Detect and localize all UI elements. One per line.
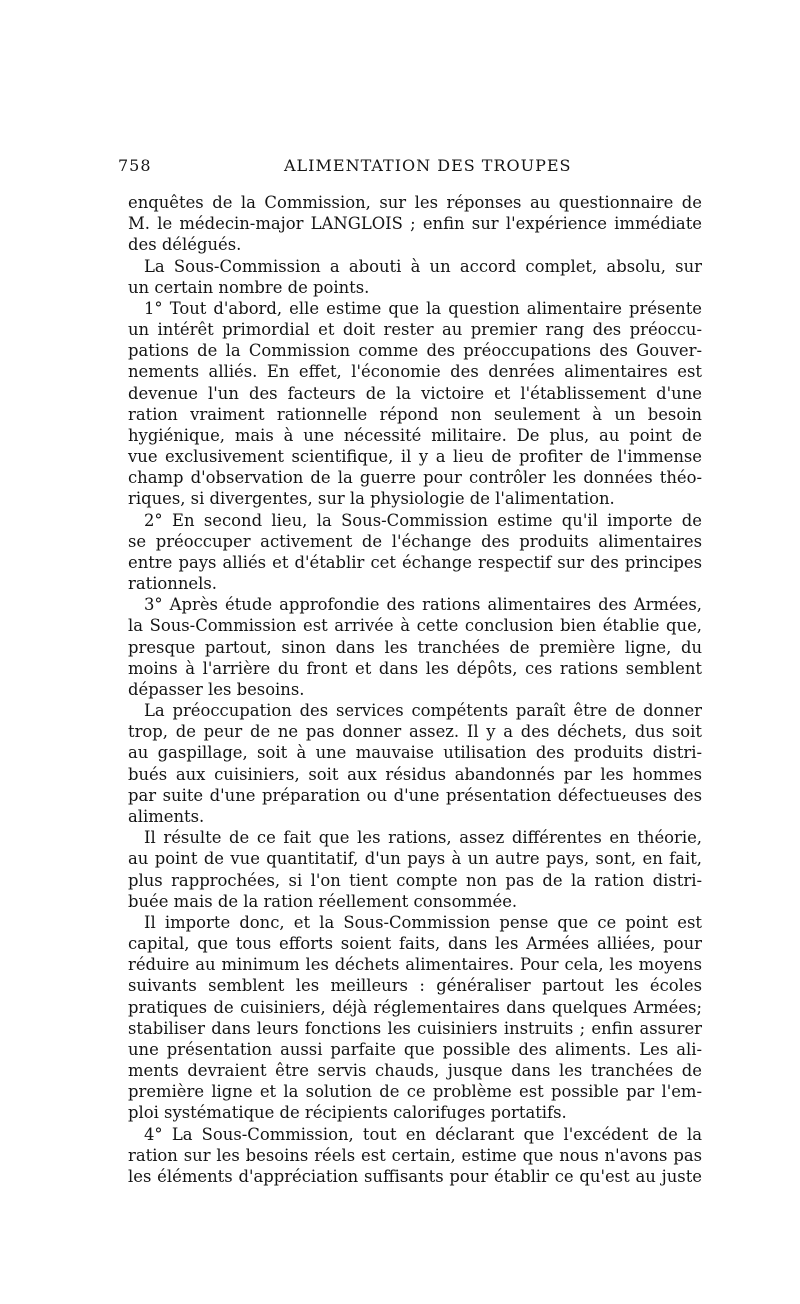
text-line: rationnels. (128, 574, 217, 594)
text-line: ploi systématique de récipients calorifuges portatifs. (128, 1103, 567, 1123)
text-line: des délégués. (128, 235, 242, 255)
text-line: nements alliés. En effet, l'économie des denrées alimentaires est (128, 362, 702, 382)
body-text (128, 192, 702, 1187)
text-line: stabiliser dans leurs fonctions les cuisiniers instruits ; enfin assurer (128, 1018, 702, 1038)
text-line: Il importe donc, et la Sous-Commission pense que ce point est (144, 912, 702, 932)
text-line: buée mais de la ration réellement consommée. (128, 891, 518, 911)
running-head (118, 156, 702, 180)
text-line: un intérêt primordial et doit rester au premier rang des préoccu- (128, 320, 702, 340)
text-line: dépasser les besoins. (128, 679, 305, 699)
text-line: la Sous-Commission est arrivée à cette conclusion bien établie que, (128, 616, 702, 636)
text-line: M. le médecin-major LANGLOIS ; enfin sur l'expérience immédiate (128, 214, 702, 234)
text-line: un certain nombre de points. (128, 277, 370, 297)
text-line: riques, si divergentes, sur la physiologie de l'alimentation. (128, 489, 615, 509)
text-line: La Sous-Commission a abouti à un accord complet, absolu, sur (144, 256, 702, 276)
text-line: au gaspillage, soit à une mauvaise utilisation des produits distri- (128, 743, 702, 763)
text-line: se préoccuper activement de l'échange des produits alimentaires (128, 531, 702, 551)
text-line: vue exclusivement scientifique, il y a lieu de profiter de l'immense (128, 447, 702, 467)
running-title: ALIMENTATION DES TROUPES (284, 156, 572, 175)
text-line: moins à l'arrière du front et dans les dépôts, ces rations semblent (128, 658, 702, 678)
text-line: ration sur les besoins réels est certain, estime que nous n'avons pas (128, 1145, 702, 1165)
text-line: pations de la Commission comme des préoccupations des Gouver- (128, 341, 702, 361)
text-line: hygiénique, mais à une nécessité militaire. De plus, au point de (128, 425, 702, 445)
text-line: capital, que tous efforts soient faits, dans les Armées alliées, pour (128, 934, 702, 954)
text-line: par suite d'une préparation ou d'une présentation défectueuses des (128, 785, 702, 805)
text-line: ration vraiment rationnelle répond non seulement à un besoin (128, 404, 702, 424)
text-line: presque partout, sinon dans les tranchées de première ligne, du (128, 637, 702, 657)
text-line: 3° Après étude approfondie des rations alimentaires des Armées, (144, 595, 702, 615)
text-line: Il résulte de ce fait que les rations, assez différentes en théorie, (144, 828, 702, 848)
text-line: pratiques de cuisiniers, déjà réglementaires dans quelques Armées; (128, 997, 702, 1017)
text-line: au point de vue quantitatif, d'un pays à un autre pays, sont, en fait, (128, 849, 702, 869)
text-line: entre pays alliés et d'établir cet échange respectif sur des principes (128, 552, 702, 572)
text-line: ments devraient être servis chauds, jusque dans les tranchées de (128, 1061, 702, 1081)
text-line: devenue l'un des facteurs de la victoire et l'établissement d'une (128, 383, 702, 403)
text-line: enquêtes de la Commission, sur les réponses au questionnaire de (128, 193, 702, 212)
text-line: bués aux cuisiniers, soit aux résidus abandonnés par les hommes (128, 764, 702, 784)
text-line: première ligne et la solution de ce problème est possible par l'em- (128, 1082, 702, 1102)
text-line: une présentation aussi parfaite que possible des aliments. Les ali- (128, 1039, 702, 1059)
text-line: 2° En second lieu, la Sous-Commission estime qu'il importe de (144, 510, 702, 530)
text-line: suivants semblent les meilleurs : généraliser partout les écoles (128, 976, 702, 996)
page-number: 758 (118, 156, 152, 175)
text-line: aliments. (128, 806, 205, 826)
text-line: 1° Tout d'abord, elle estime que la question alimentaire présente (144, 298, 702, 318)
text-line: 4° La Sous-Commission, tout en déclarant que l'excédent de la (144, 1124, 702, 1144)
text-line: réduire au minimum les déchets alimentaires. Pour cela, les moyens (128, 955, 702, 975)
text-line: plus rapprochées, si l'on tient compte non pas de la ration distri- (128, 870, 702, 890)
text-line: La préoccupation des services compétents paraît être de donner (144, 701, 702, 721)
text-line: les éléments d'appréciation suffisants pour établir ce qu'est au juste (128, 1166, 702, 1186)
text-line: trop, de peur de ne pas donner assez. Il y a des déchets, dus soit (128, 722, 702, 742)
text-line: champ d'observation de la guerre pour contrôler les données théo- (128, 468, 702, 488)
